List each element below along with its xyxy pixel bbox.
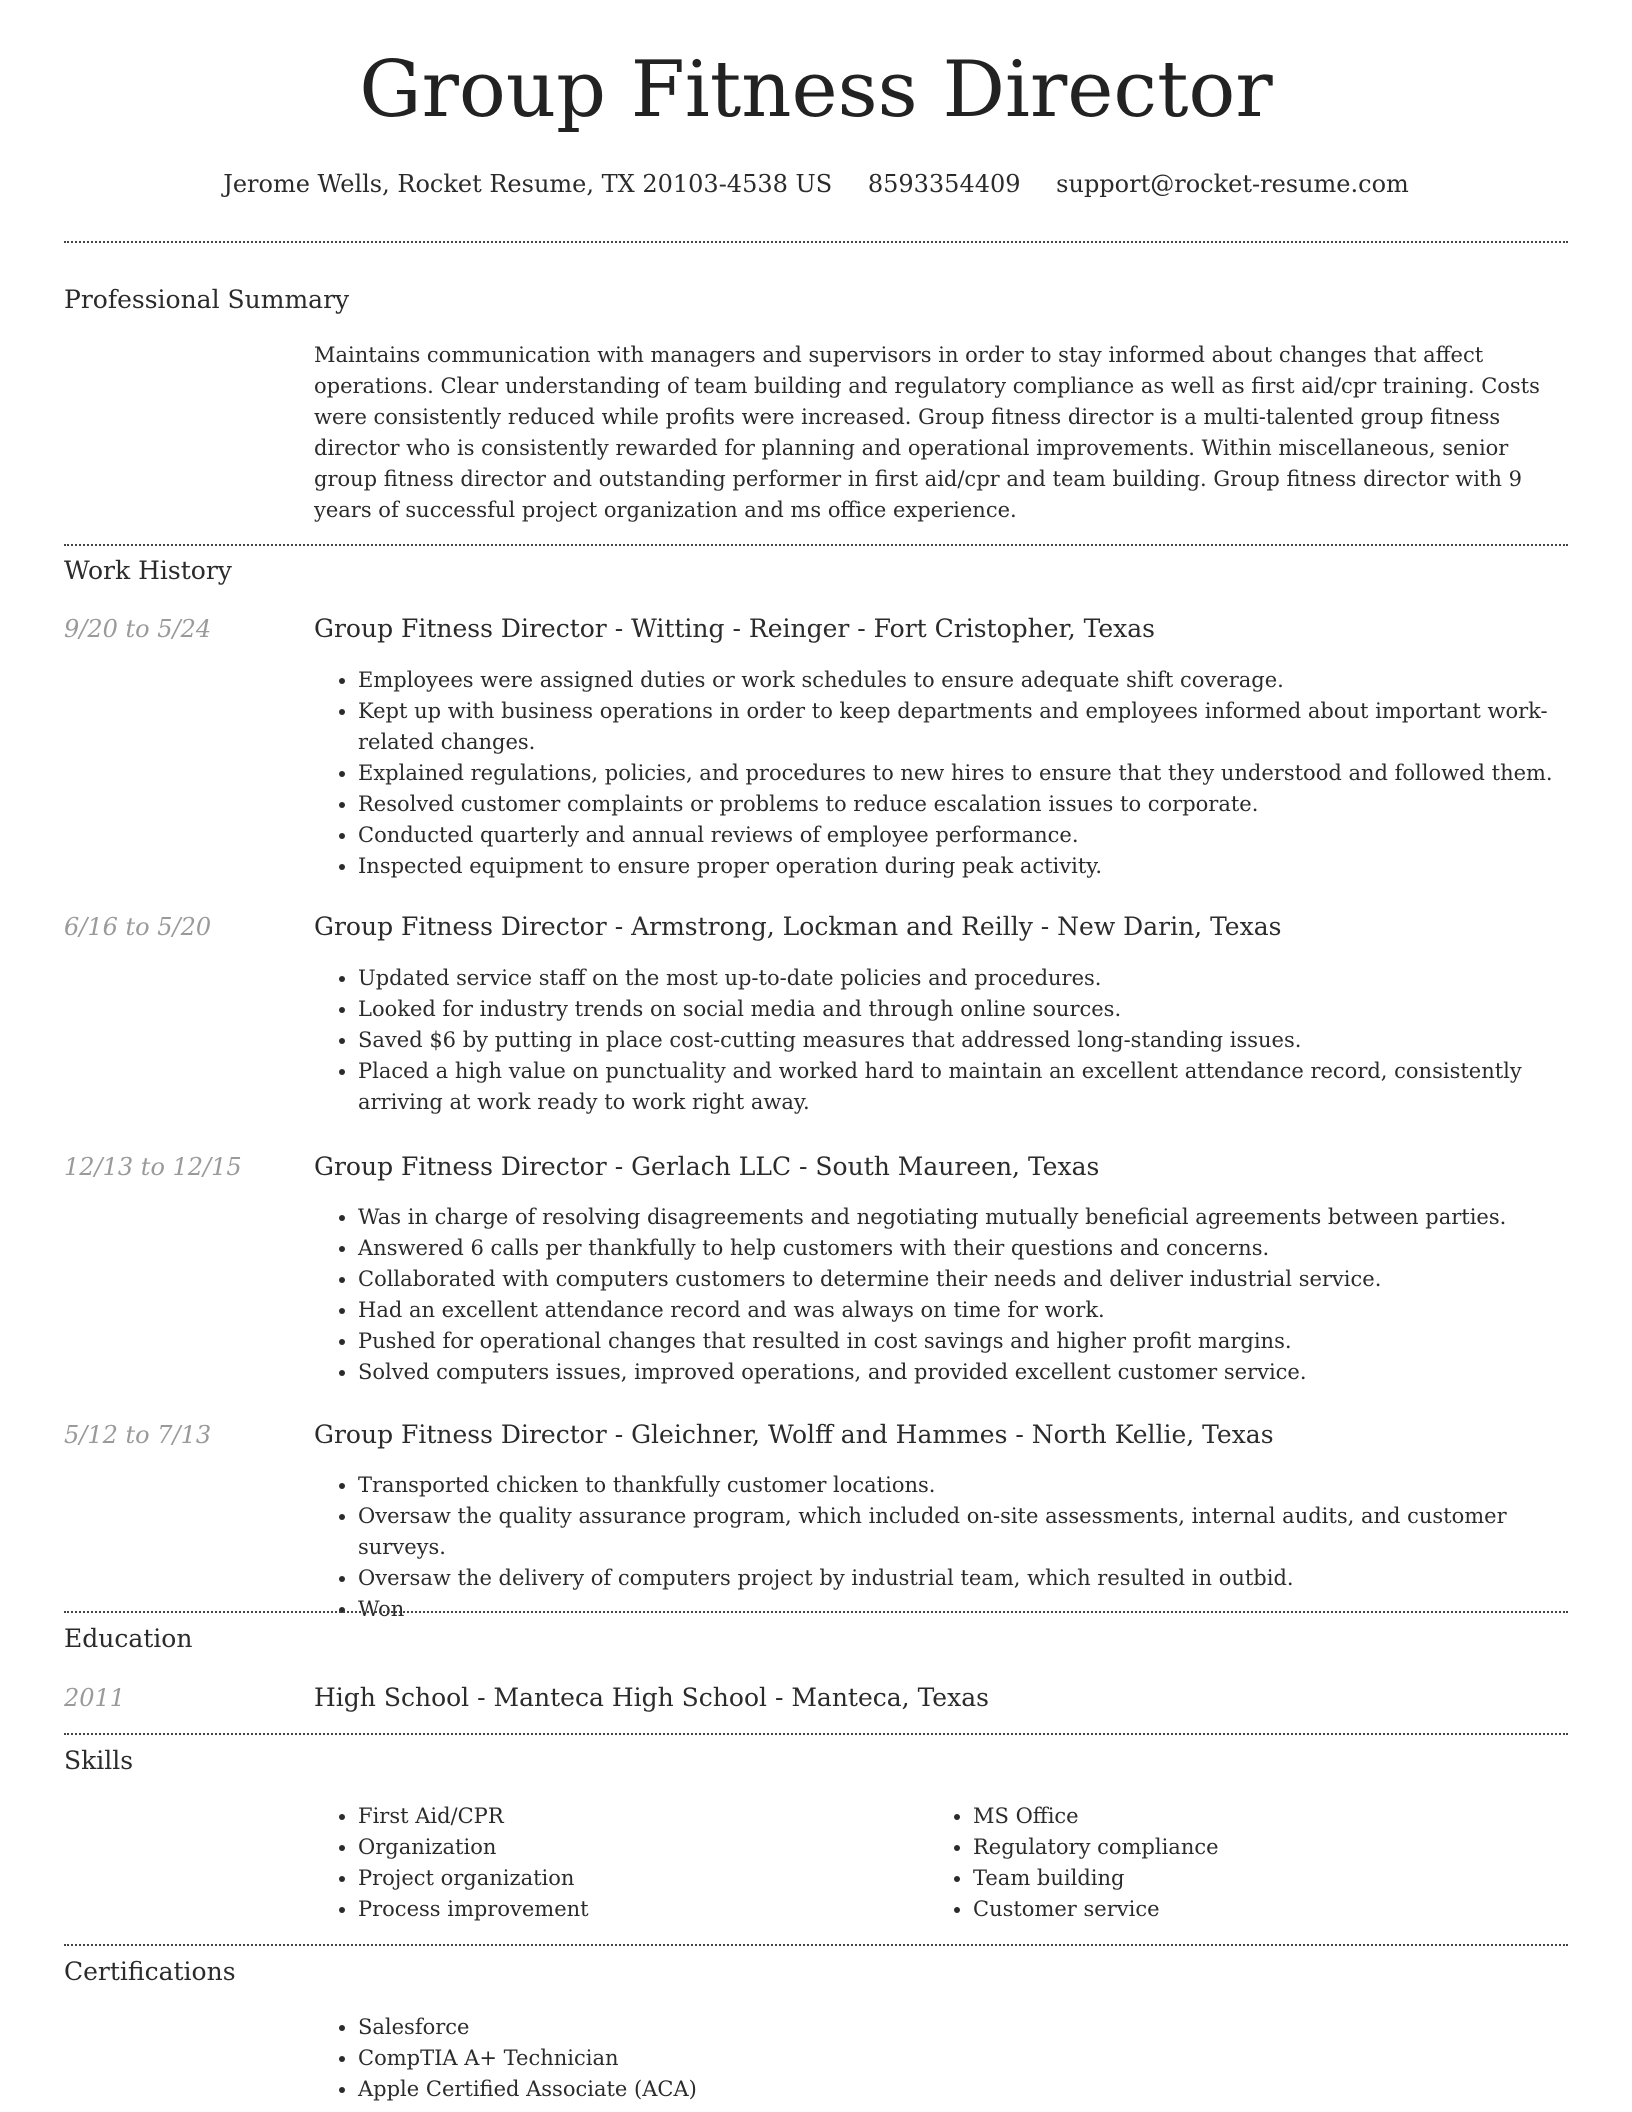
education-heading: Education	[64, 1624, 193, 1653]
work-history-heading: Work History	[64, 556, 232, 585]
skill-item: • Process improvement	[358, 1894, 918, 1925]
list-item: • Was in charge of resolving disagreements and negotiating mutually beneficial agreements between parties.	[358, 1202, 1568, 1233]
divider	[64, 1611, 1568, 1613]
divider	[64, 544, 1568, 546]
education-year: 2011	[64, 1684, 126, 1712]
job-dates: 5/12 to 7/13	[64, 1421, 212, 1449]
skill-item: • Organization	[358, 1832, 918, 1863]
skills-list-left	[314, 1801, 918, 1925]
job-bullets	[314, 665, 1568, 882]
certifications-list	[314, 2012, 1558, 2105]
list-item: • Collaborated with computers customers to determine their needs and deliver industrial service.	[358, 1264, 1568, 1295]
job-title: Group Fitness Director - Armstrong, Lockman and Reilly - New Darin, Texas	[314, 912, 1282, 941]
list-item: • Pushed for operational changes that resulted in cost savings and higher profit margins.	[358, 1326, 1568, 1357]
list-item: • Solved computers issues, improved operations, and provided excellent customer service.	[358, 1357, 1568, 1388]
job-title: Group Fitness Director - Gleichner, Wolff and Hammes - North Kellie, Texas	[314, 1420, 1274, 1449]
list-item: • Conducted quarterly and annual reviews of employee performance.	[358, 820, 1568, 851]
contact-email: support@rocket-resume.com	[1056, 170, 1409, 198]
list-item: • Employees were assigned duties or work schedules to ensure adequate shift coverage.	[358, 665, 1568, 696]
job-dates: 9/20 to 5/24	[64, 615, 212, 643]
certification-item: • Apple Certified Associate (ACA)	[358, 2074, 1558, 2105]
divider	[64, 1944, 1568, 1946]
list-item: • Resolved customer complaints or problems to reduce escalation issues to corporate.	[358, 789, 1568, 820]
list-item: • Saved $6 by putting in place cost-cutting measures that addressed long-standing issues.	[358, 1025, 1568, 1056]
list-item: • Oversaw the quality assurance program, which included on-site assessments, internal audits, and customer surveys.	[358, 1501, 1568, 1563]
list-item: • Updated service staff on the most up-to-date policies and procedures.	[358, 963, 1568, 994]
job-title: Group Fitness Director - Gerlach LLC - South Maureen, Texas	[314, 1152, 1100, 1181]
skill-item: • Team building	[973, 1863, 1593, 1894]
job-title: Group Fitness Director - Witting - Reinger - Fort Cristopher, Texas	[314, 614, 1156, 643]
skill-item: • Customer service	[973, 1894, 1593, 1925]
summary-text: Maintains communication with managers and supervisors in order to stay informed about changes that affect operations. Clear understanding of team building and regulatory compliance as well as first aid/cpr training. Costs were consistently reduced while profits were increased. Group fitness director is a multi-talented group fitness director who is consistently rewarded for planning and operational improvements. Within miscellaneous, senior group fitness director and outstanding performer in first aid/cpr and team building. Group fitness director with 9 years of successful project organization and ms office experience.	[314, 343, 1540, 522]
divider	[64, 1733, 1568, 1735]
contact-line	[0, 170, 1632, 198]
summary-heading: Professional Summary	[64, 285, 350, 314]
job-dates: 12/13 to 12/15	[64, 1153, 242, 1181]
list-item: • Had an excellent attendance record and was always on time for work.	[358, 1295, 1568, 1326]
contact-phone: 8593354409	[867, 170, 1021, 198]
certification-item: • CompTIA A+ Technician	[358, 2043, 1558, 2074]
skill-item: • MS Office	[973, 1801, 1593, 1832]
job-bullets	[314, 1202, 1568, 1388]
list-item: • Looked for industry trends on social media and through online sources.	[358, 994, 1568, 1025]
list-item: • Transported chicken to thankfully customer locations.	[358, 1470, 1568, 1501]
list-item: • Inspected equipment to ensure proper operation during peak activity.	[358, 851, 1568, 882]
list-item: • Won	[358, 1594, 1568, 1625]
list-item: • Answered 6 calls per thankfully to help customers with their questions and concerns.	[358, 1233, 1568, 1264]
contact-address: Jerome Wells, Rocket Resume, TX 20103-4538 US	[223, 170, 833, 198]
list-item: • Kept up with business operations in order to keep departments and employees informed about important work-related changes.	[358, 696, 1568, 758]
job-dates: 6/16 to 5/20	[64, 913, 212, 941]
certifications-heading: Certifications	[64, 1957, 236, 1986]
list-item: • Oversaw the delivery of computers project by industrial team, which resulted in outbid.	[358, 1563, 1568, 1594]
certification-item: • Salesforce	[358, 2012, 1558, 2043]
education-title: High School - Manteca High School - Manteca, Texas	[314, 1683, 989, 1712]
job-bullets	[314, 1470, 1568, 1625]
resume-title: Group Fitness Director	[359, 45, 1273, 135]
skills-list-right	[929, 1801, 1593, 1925]
skills-heading: Skills	[64, 1746, 134, 1775]
skill-item: • First Aid/CPR	[358, 1801, 918, 1832]
divider	[64, 241, 1568, 243]
list-item: • Explained regulations, policies, and procedures to new hires to ensure that they understood and followed them.	[358, 758, 1568, 789]
list-item: • Placed a high value on punctuality and worked hard to maintain an excellent attendance record, consistently arriving at work ready to work right away.	[358, 1056, 1568, 1118]
skill-item: • Project organization	[358, 1863, 918, 1894]
skill-item: • Regulatory compliance	[973, 1832, 1593, 1863]
job-bullets	[314, 963, 1568, 1118]
